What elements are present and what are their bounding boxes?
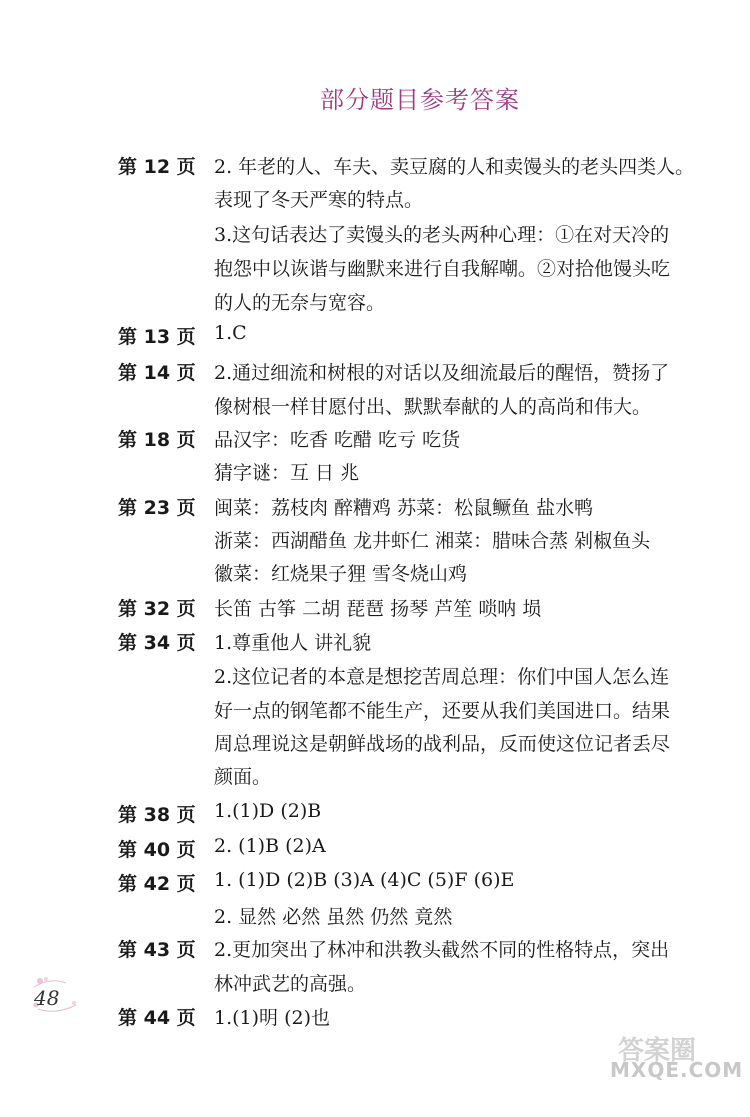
answer-line: 徽菜：红烧果子狸 雪冬烧山鸡 bbox=[214, 563, 468, 585]
page-ref-label: 第 14 页 bbox=[118, 362, 196, 384]
page-ref-label: 第 32 页 bbox=[118, 598, 196, 620]
answer-line: 1.(1)明 (2)也 bbox=[214, 1007, 330, 1029]
page-ref-label: 第 40 页 bbox=[118, 839, 196, 861]
page-ref-label: 第 43 页 bbox=[118, 939, 196, 961]
page-ref-label: 第 38 页 bbox=[118, 804, 196, 826]
answer-line: 像树根一样甘愿付出、默默奉献的人的高尚和伟大。 bbox=[214, 396, 652, 418]
page-ref-label: 第 12 页 bbox=[118, 156, 196, 178]
page-title: 部分题目参考答案 bbox=[320, 86, 520, 114]
page-number: 48 bbox=[34, 986, 60, 1010]
answer-line: 2.通过细流和树根的对话以及细流最后的醒悟，赞扬了 bbox=[214, 362, 670, 384]
answer-line: 2.更加突出了林冲和洪教头截然不同的性格特点，突出 bbox=[214, 939, 670, 961]
page-ref-label: 第 42 页 bbox=[118, 873, 196, 895]
answer-line: 闽菜：荔枝肉 醉糟鸡 苏菜：松鼠鳜鱼 盐水鸭 bbox=[214, 497, 594, 519]
answer-line: 的人的无奈与宽容。 bbox=[214, 292, 386, 314]
watermark-url: MXQE.COM bbox=[610, 1058, 744, 1082]
answer-line: 品汉字：吃香 吃醋 吃亏 吃货 bbox=[214, 429, 461, 451]
answer-line: 1.尊重他人 讲礼貌 bbox=[214, 632, 372, 654]
page-ref-label: 第 13 页 bbox=[118, 326, 196, 348]
page-ref-label: 第 18 页 bbox=[118, 429, 196, 451]
page-ref-label: 第 44 页 bbox=[118, 1007, 196, 1029]
answer-line: 猜字谜：互 日 兆 bbox=[214, 462, 360, 484]
answer-line: 林冲武艺的高强。 bbox=[214, 973, 367, 995]
answer-line: 3.这句话表达了卖馒头的老头两种心理：①在对天冷的 bbox=[214, 224, 670, 246]
answer-line: 周总理说这是朝鲜战场的战利品，反而使这位记者丢尽 bbox=[214, 733, 671, 755]
answer-line: 抱怨中以诙谐与幽默来进行自我解嘲。②对拾他馒头吃 bbox=[214, 258, 671, 280]
page-ref-label: 第 23 页 bbox=[118, 497, 196, 519]
answer-line: 1.(1)D (2)B bbox=[214, 800, 322, 822]
answer-line: 长笛 古筝 二胡 琵琶 扬琴 芦笙 唢呐 埙 bbox=[214, 598, 542, 620]
page-ref-label: 第 34 页 bbox=[118, 632, 196, 654]
answer-line: 2. (1)B (2)A bbox=[214, 835, 326, 857]
answer-line: 2. 显然 必然 虽然 仍然 竟然 bbox=[214, 906, 453, 928]
watermark-logo: 答案圈 bbox=[618, 1036, 697, 1066]
answer-line: 1. (1)D (2)B (3)A (4)C (5)F (6)E bbox=[214, 869, 515, 891]
answer-line: 颜面。 bbox=[214, 766, 272, 788]
answer-line: 表现了冬天严寒的特点。 bbox=[214, 189, 424, 211]
answer-line: 2. 年老的人、车夫、卖豆腐的人和卖馒头的老头四类人。 bbox=[214, 156, 695, 178]
answer-line: 好一点的钢笔都不能生产，还要从我们美国进口。结果 bbox=[214, 700, 671, 722]
answer-line: 浙菜：西湖醋鱼 龙井虾仁 湘菜：腊味合蒸 剁椒鱼头 bbox=[214, 530, 651, 552]
answer-line: 2.这位记者的本意是想挖苦周总理：你们中国人怎么连 bbox=[214, 666, 670, 688]
answer-line: 1.C bbox=[214, 322, 247, 344]
